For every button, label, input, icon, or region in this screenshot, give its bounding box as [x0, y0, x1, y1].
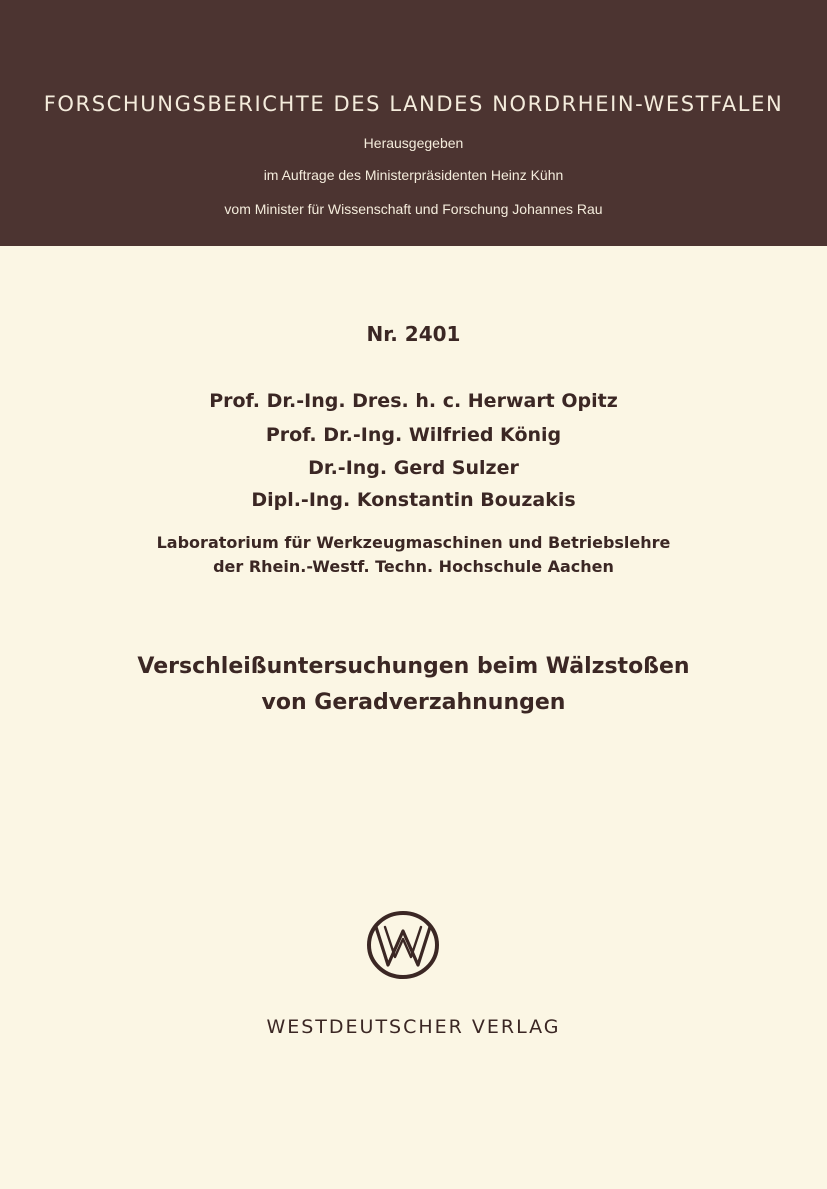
institution-line-1: Laboratorium für Werkzeugmaschinen und Betriebslehre	[156, 533, 671, 552]
header-line-auftrag: im Auftrage des Ministerpräsidenten Heinz Kühn	[263, 167, 564, 183]
book-title-line-2: von Geradverzahnungen	[261, 690, 566, 715]
header-line-herausgegeben: Herausgegeben	[363, 135, 464, 151]
header-line-minister: vom Minister für Wissenschaft und Forschung Johannes Rau	[224, 201, 603, 217]
author-1: Prof. Dr.-Ing. Dres. h. c. Herwart Opitz	[209, 390, 618, 412]
author-3: Dr.-Ing. Gerd Sulzer	[308, 457, 519, 479]
book-title-line-1: Verschleißuntersuchungen beim Wälzstoßen	[137, 654, 690, 679]
wv-logo-icon	[365, 909, 441, 981]
author-2: Prof. Dr.-Ing. Wilfried König	[265, 424, 562, 446]
series-title: FORSCHUNGSBERICHTE DES LANDES NORDRHEIN-WESTFALEN	[43, 92, 784, 116]
author-4: Dipl.-Ing. Konstantin Bouzakis	[251, 489, 576, 511]
header-band	[0, 0, 827, 246]
report-number: Nr. 2401	[366, 322, 461, 346]
institution-line-2: der Rhein.-Westf. Techn. Hochschule Aachen	[213, 557, 614, 576]
publisher-name: WESTDEUTSCHER VERLAG	[266, 1016, 561, 1038]
